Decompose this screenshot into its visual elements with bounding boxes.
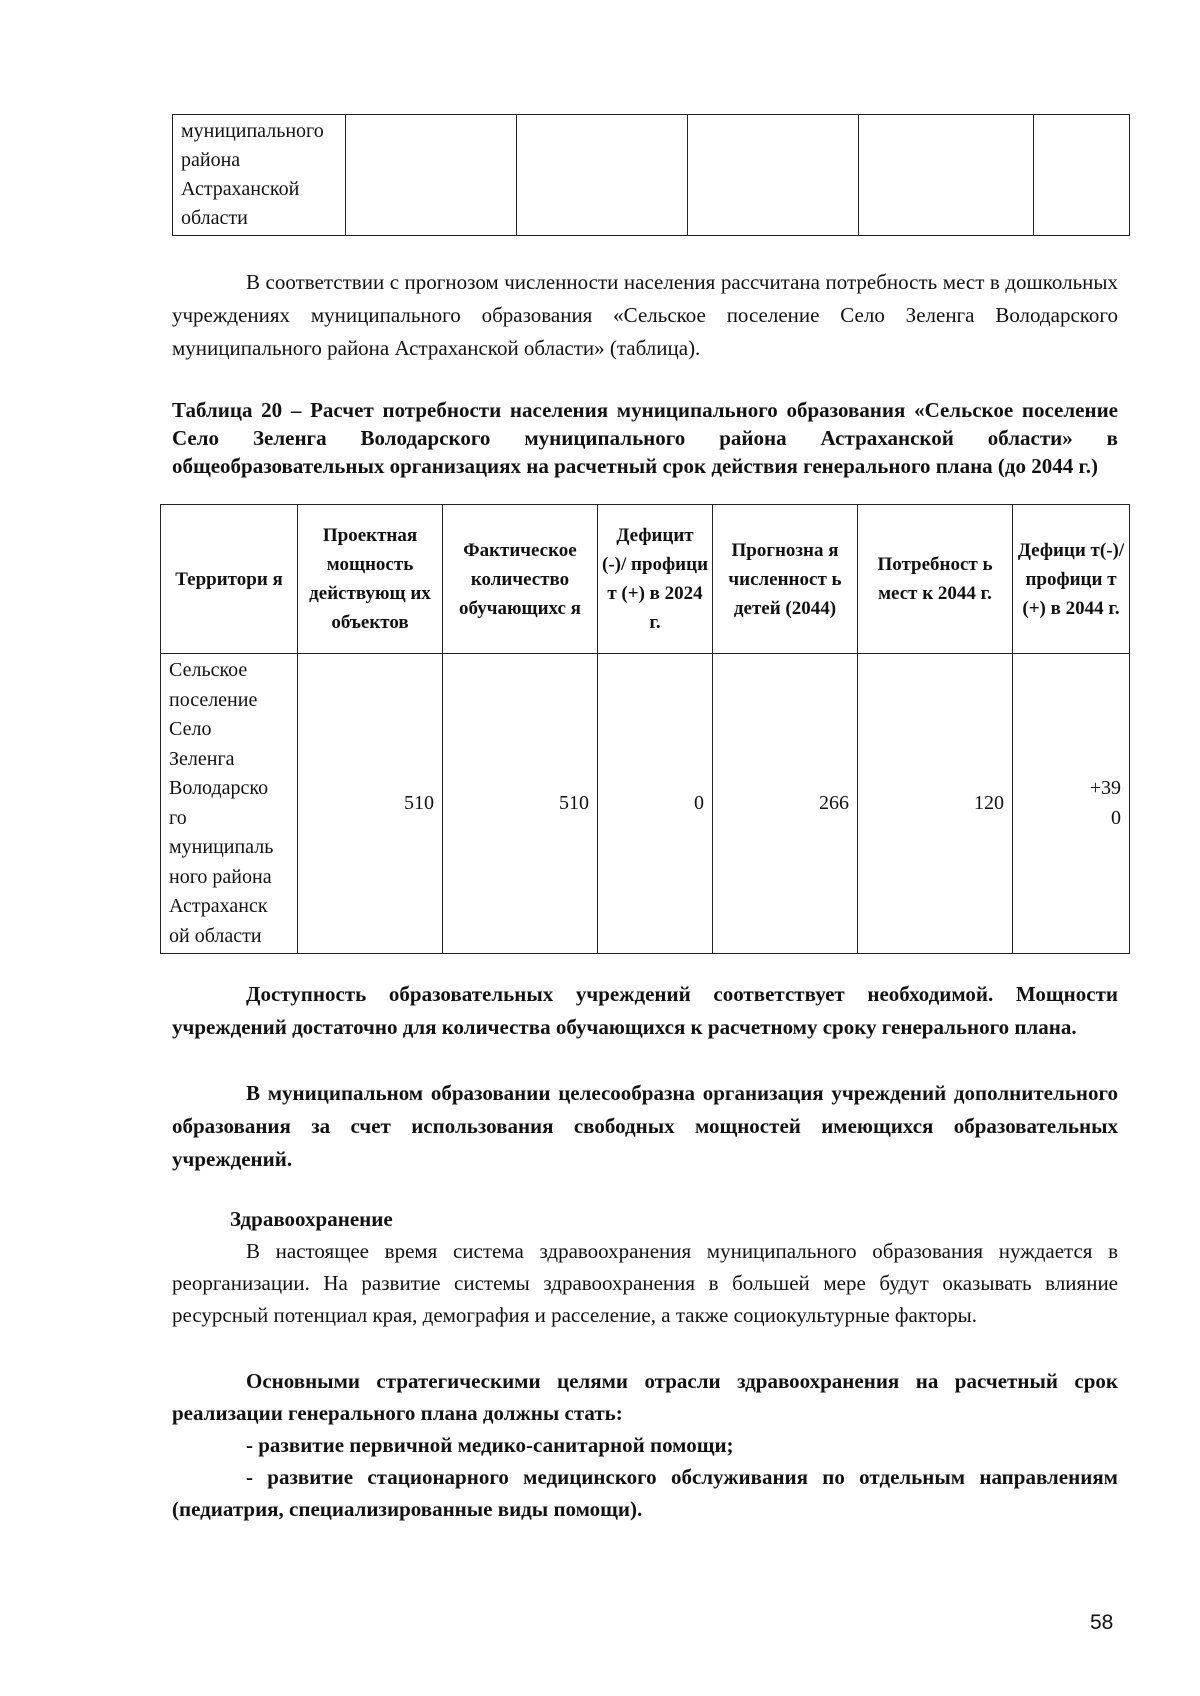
- table-caption: Таблица 20 – Расчет потребности населения муниципального образования «Сельское поселение Село Зеленга Володарского муниципального района Астраханской области» в общеобразовательных организациях на расчетный срок действия генерального плана (до 2044 г.): [172, 398, 1118, 478]
- table-cell-empty: [859, 115, 1034, 236]
- cell-line: муниципаль: [169, 836, 274, 858]
- table-row: [173, 115, 1130, 236]
- header-design-capacity: Проектная мощность действующ их объектов: [298, 505, 443, 654]
- intro-paragraph: В соответствии с прогнозом численности населения рассчитана потребность мест в дошкольных учреждениях муниципального образования «Сельское поселение Село Зеленга Володарского муниципального района Астраханской области» (таблица).: [172, 270, 1118, 360]
- section-heading-health: Здравоохранение: [230, 1207, 393, 1231]
- table-header-row: [161, 505, 1130, 654]
- education-demand-table: [160, 504, 1130, 954]
- cell-line: Село: [169, 718, 212, 740]
- header-territory: Территори я: [161, 505, 298, 654]
- table-cell-territory: [173, 115, 346, 236]
- cell-line: 0: [1111, 806, 1121, 829]
- cell-line: +39: [1089, 777, 1121, 799]
- goal-item: - развитие стационарного медицинского обслуживания по отдельным направлениям (педиатрия, специализированные виды помощи).: [172, 1465, 1118, 1521]
- health-paragraph: В настоящее время система здравоохранения муниципального образования нуждается в реорганизации. На развитие системы здравоохранения в большей мере будут оказывать влияние ресурсный потенциал края, демография и расселение, а также социокультурные факторы.: [172, 1239, 1118, 1327]
- cell-line: ного района: [169, 865, 272, 888]
- header-actual-students: Фактическое количество обучающихс я: [443, 505, 598, 654]
- cell-balance-2024: 0: [598, 654, 713, 954]
- table-row: [161, 654, 1130, 954]
- cell-line: района: [181, 149, 241, 171]
- goal-item: - развитие первичной медико-санитарной помощи;: [246, 1433, 734, 1457]
- cell-territory: [161, 654, 298, 954]
- cell-line: Астраханской: [181, 178, 300, 200]
- cell-balance-2044: [1013, 654, 1130, 954]
- conclusion-additional-education: В муниципальном образовании целесообразна организация учреждений дополнительного образования за счет использования свободных мощностей имеющихся образовательных учреждений.: [172, 1081, 1118, 1171]
- cell-line: области: [181, 207, 248, 229]
- cell-line: Сельское: [169, 659, 248, 681]
- table-cell-empty: [517, 115, 688, 236]
- cell-places-needed: 120: [858, 654, 1013, 954]
- header-balance-2024: Дефицит (-)/ профици т (+) в 2024 г.: [598, 505, 713, 654]
- table-cell-empty: [688, 115, 859, 236]
- table-cell-empty: [346, 115, 517, 236]
- cell-line: Володарско: [169, 777, 269, 799]
- cell-line: Зеленга: [169, 747, 235, 770]
- goals-intro: Основными стратегическими целями отрасли здравоохранения на расчетный срок реализации генерального плана должны стать:: [172, 1369, 1118, 1425]
- cell-line: Астраханск: [169, 895, 268, 917]
- page-number: 58: [1090, 1611, 1114, 1634]
- table-cell-empty: [1034, 115, 1130, 236]
- cell-actual-students: 510: [443, 654, 598, 954]
- cell-design-capacity: 510: [298, 654, 443, 954]
- continued-table: [172, 114, 1130, 236]
- header-places-needed: Потребност ь мест к 2044 г.: [858, 505, 1013, 654]
- cell-line: го: [169, 806, 187, 829]
- header-forecast-children: Прогнозна я численност ь детей (2044): [713, 505, 858, 654]
- cell-line: муниципального: [181, 120, 324, 142]
- cell-line: поселение: [169, 688, 258, 711]
- cell-line: ой области: [169, 924, 262, 947]
- conclusion-availability: Доступность образовательных учреждений соответствует необходимой. Мощности учреждений достаточно для количества обучающихся к расчетному сроку генерального плана.: [172, 982, 1118, 1039]
- cell-forecast-children: 266: [713, 654, 858, 954]
- header-balance-2044: Дефици т(-)/ профици т (+) в 2044 г.: [1013, 505, 1130, 654]
